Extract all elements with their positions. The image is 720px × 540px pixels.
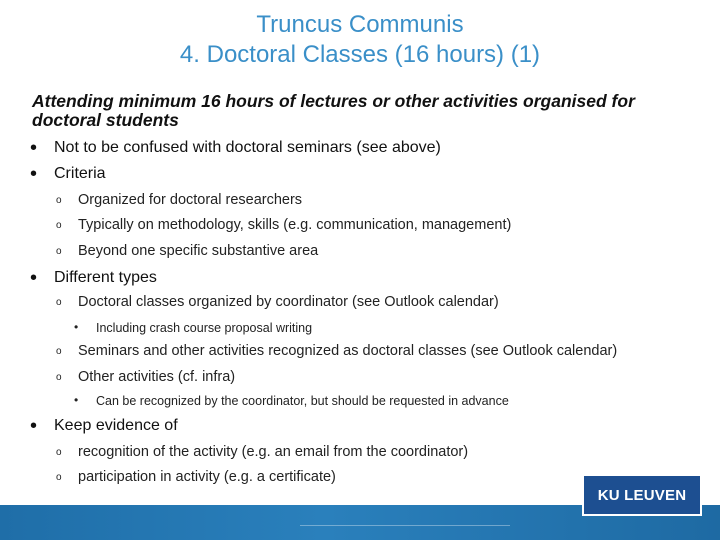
bullet-dot: • xyxy=(30,137,38,159)
criteria-text: Beyond one specific substantive area xyxy=(78,243,319,259)
sub-bullet: o xyxy=(56,346,62,357)
bullet-text: Criteria xyxy=(54,165,106,182)
bullet-dot: • xyxy=(30,267,38,289)
sub-bullet: o xyxy=(56,297,62,308)
detail-text: Can be recognized by the coordinator, but should be requested in advance xyxy=(96,394,509,408)
type-text: Other activities (cf. infra) xyxy=(78,369,236,385)
detail-bullet: • xyxy=(74,393,79,407)
logo-text: KU LEUVEN xyxy=(597,486,687,504)
bullet-dot: • xyxy=(30,415,38,437)
slide-title xyxy=(0,10,720,70)
bullet-text: Different types xyxy=(54,269,157,286)
criteria-text: Typically on methodology, skills (e.g. communication, management) xyxy=(78,217,512,233)
sub-bullet: o xyxy=(56,372,62,383)
detail-text: Including crash course proposal writing xyxy=(96,321,313,335)
intro-statement: Attending minimum 16 hours of lectures or other activities organised for doctoral students xyxy=(32,91,635,130)
sub-bullet: o xyxy=(56,447,62,458)
sub-bullet: o xyxy=(56,472,62,483)
sub-bullet: o xyxy=(56,195,62,206)
sub-bullet: o xyxy=(56,246,62,257)
type-text: Seminars and other activities recognized as doctoral classes (see Outlook calendar) xyxy=(78,343,618,359)
sub-bullet: o xyxy=(56,220,62,231)
criteria-text: Organized for doctoral researchers xyxy=(78,192,303,208)
bullet-text: Keep evidence of xyxy=(54,417,178,434)
title-line-2: 4. Doctoral Classes (16 hours) (1) xyxy=(179,41,541,68)
evidence-text: recognition of the activity (e.g. an email from the coordinator) xyxy=(78,444,469,460)
title-line-1: Truncus Communis xyxy=(256,11,464,38)
type-text: Doctoral classes organized by coordinator (see Outlook calendar) xyxy=(78,294,499,310)
bullet-text: Not to be confused with doctoral seminars (see above) xyxy=(54,139,441,156)
footer-divider xyxy=(300,525,510,526)
ku-leuven-logo xyxy=(582,474,702,516)
evidence-text: participation in activity (e.g. a certificate) xyxy=(78,469,336,485)
bullet-dot: • xyxy=(30,163,38,185)
detail-bullet: • xyxy=(74,320,79,334)
